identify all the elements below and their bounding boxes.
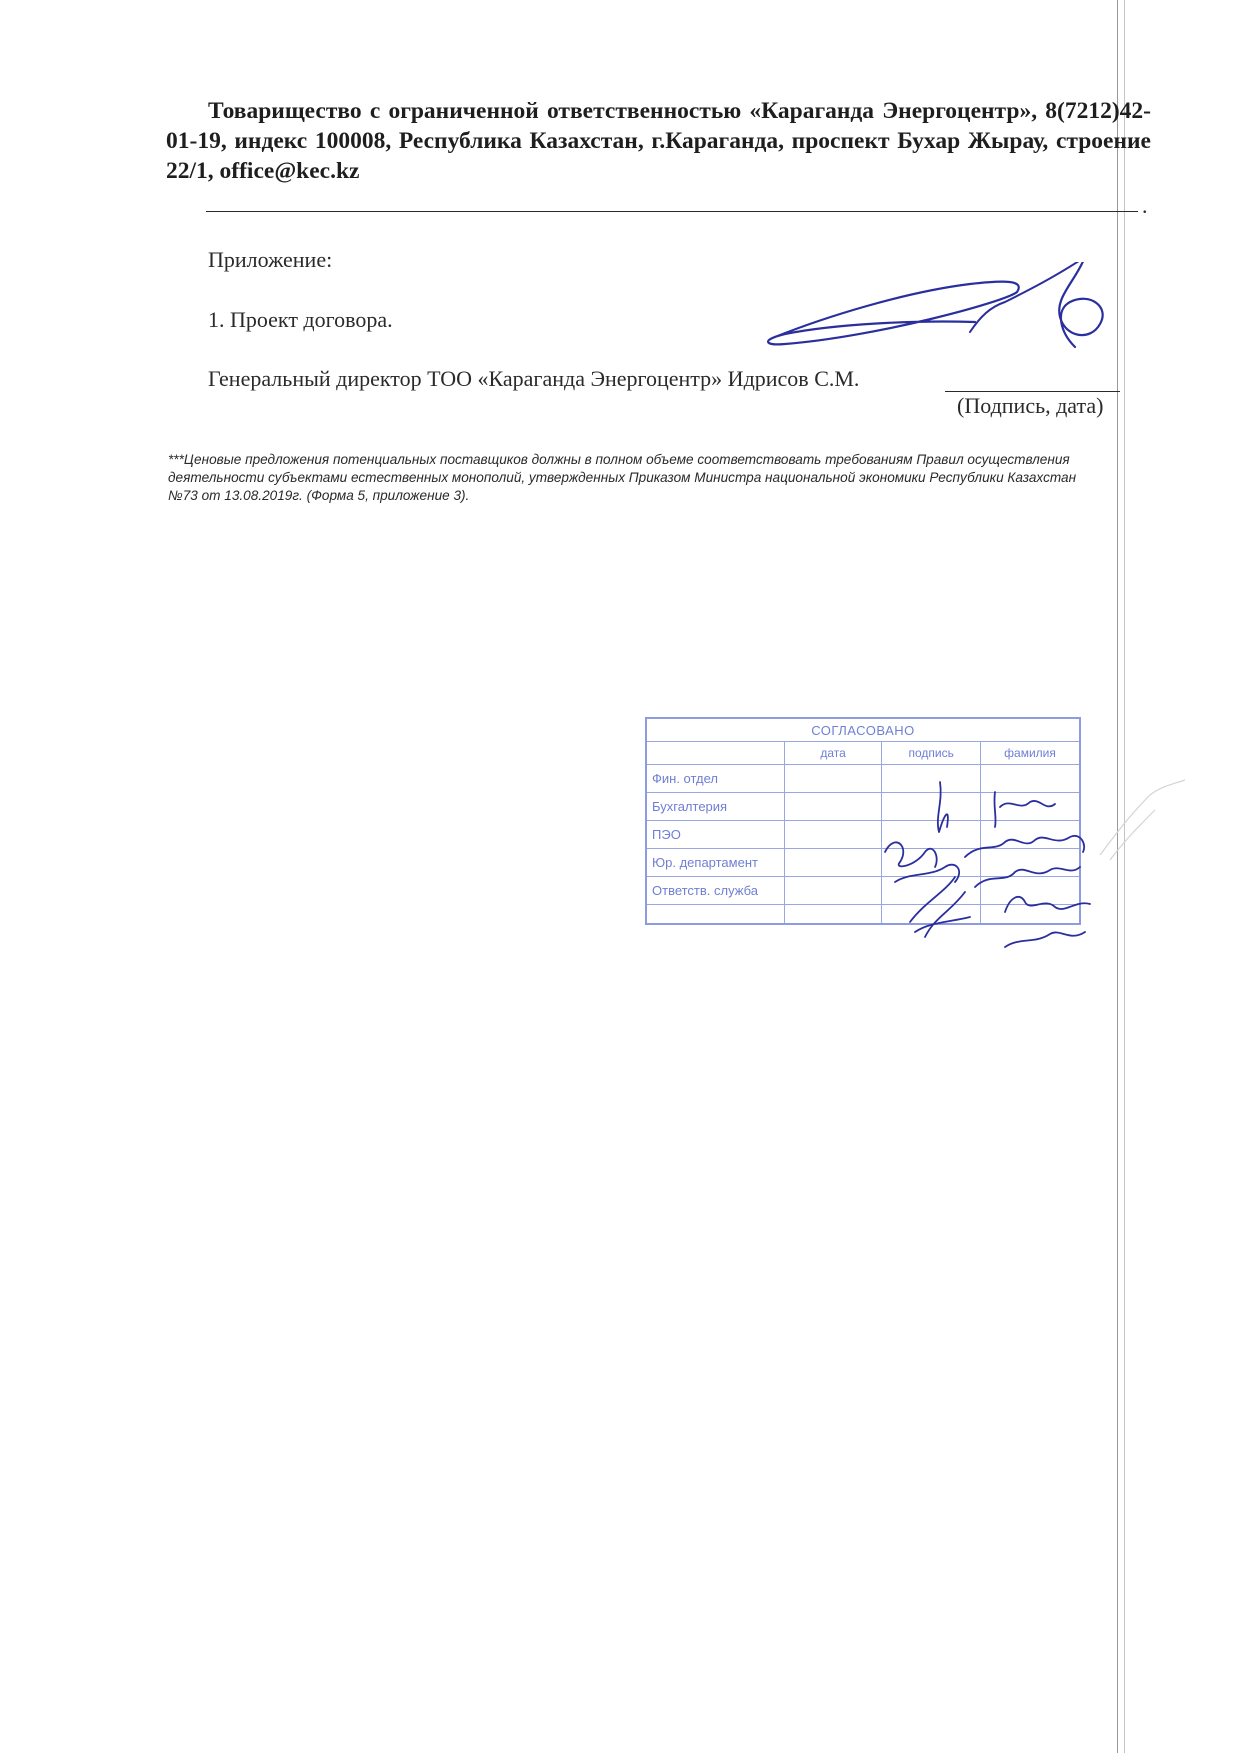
approval-stamp [645,717,1083,937]
stamp-row-label: Бухгалтерия [646,793,784,821]
signature-caption: (Подпись, дата) [957,393,1104,418]
appendix-label: Приложение: [208,247,333,272]
signatory-line: Генеральный директор ТОО «Караганда Энергоцентр» Идрисов С.М. [208,366,860,391]
stamp-row-label: ПЭО [646,821,784,849]
stamp-col-date: дата [784,742,882,765]
footnote: ***Ценовые предложения потенциальных поставщиков должны в полном объеме соответствовать требованиям Правил осуществления деятельности субъектами естественных монополий, утвержденных Приказом Министра национальной экономики Республики Казахстан №73 от 13.08.2019г. (Форма 5, приложение 3). [168,452,1077,503]
stamp-col-surname: фамилия [981,742,1080,765]
faint-pen-marks [1090,775,1200,865]
stamp-row-label: Фин. отдел [646,765,784,793]
stamp-col-signature: подпись [882,742,981,765]
stamp-row-label: Юр. департамент [646,849,784,877]
company-details-text: Товарищество с ограниченной ответственностью «Караганда Энергоцентр», 8(7212)42-01-19, индекс 100008, Республика Казахстан, г.Караганда, проспект Бухар Жырау, строение 22/1, office@kec.kz [166,98,1151,184]
rule-end-dot: . [1142,193,1148,218]
stamp-signatures [855,772,1115,957]
stamp-header-blank [646,742,784,765]
company-details [166,96,1151,186]
underline-rule [206,211,1138,212]
scan-border-line [1124,0,1125,1753]
director-signature [755,262,1115,362]
appendix-item: 1. Проект договора. [208,307,393,332]
signature-line [945,391,1120,392]
scan-border-line [1117,0,1118,1753]
stamp-title: СОГЛАСОВАНО [646,718,1080,742]
stamp-row-label: Ответств. служба [646,877,784,905]
